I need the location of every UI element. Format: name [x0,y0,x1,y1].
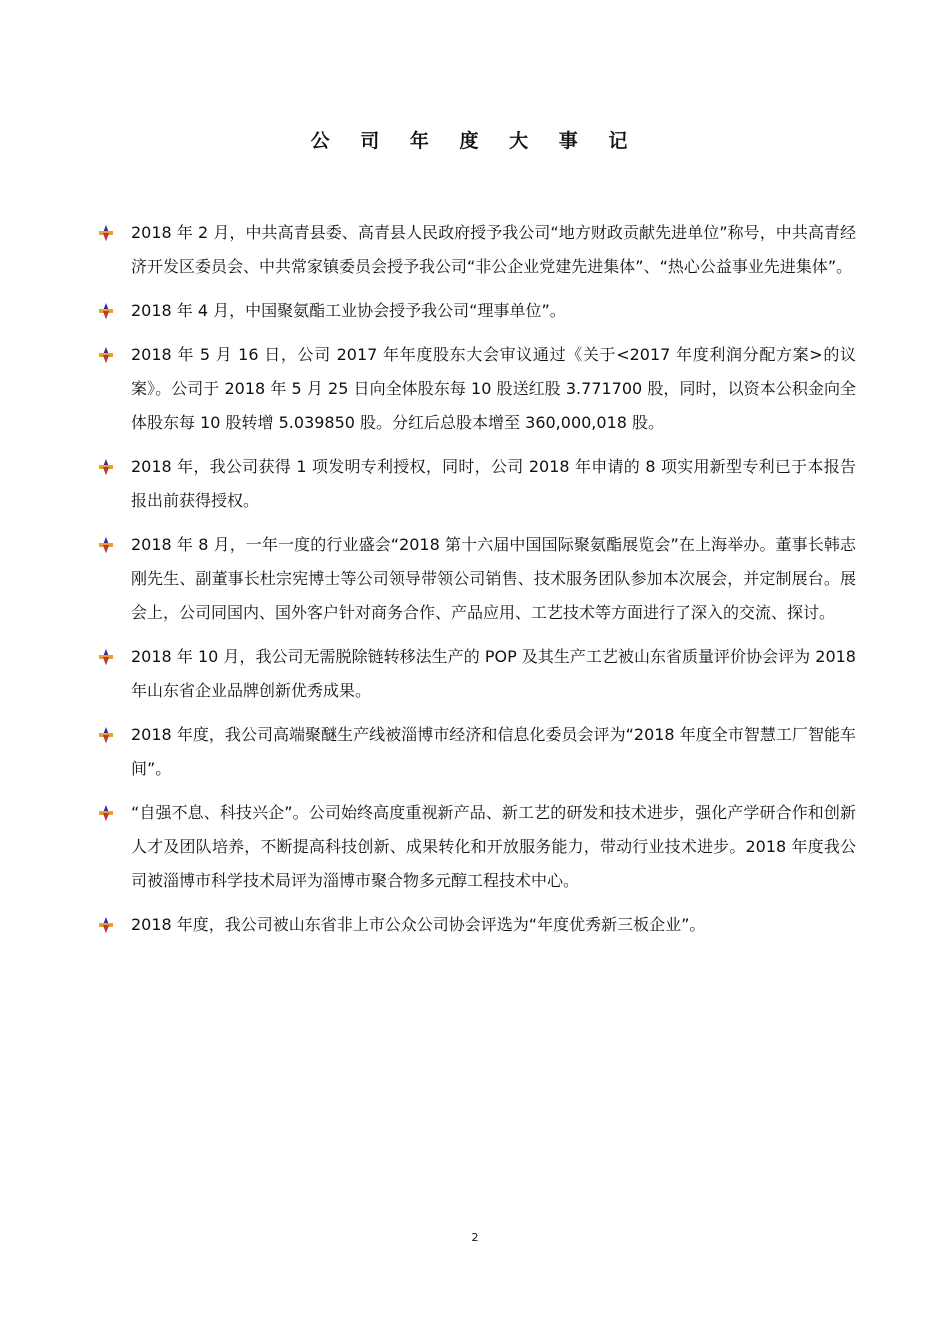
event-text: 2018 年 4 月，中国聚氨酯工业协会授予我公司“理事单位”。 [131,301,566,320]
event-text: 2018 年度，我公司高端聚醚生产线被淄博市经济和信息化委员会评为“2018 年度全市智慧工厂智能车间”。 [131,725,856,778]
event-item [96,450,856,518]
event-item [96,338,856,440]
diamond-arrow-bullet-icon [98,225,114,241]
event-text: 2018 年 10 月，我公司无需脱除链转移法生产的 POP 及其生产工艺被山东省质量评价协会评为 2018 年山东省企业品牌创新优秀成果。 [131,647,856,700]
diamond-arrow-bullet-icon [98,727,114,743]
event-text: 2018 年度，我公司被山东省非上市公众公司协会评选为“年度优秀新三板企业”。 [131,915,706,934]
event-text: 2018 年，我公司获得 1 项发明专利授权，同时，公司 2018 年申请的 8 项实用新型专利已于本报告报出前获得授权。 [131,457,856,510]
diamond-arrow-bullet-icon [98,347,114,363]
diamond-arrow-bullet-icon [98,805,114,821]
event-text: 2018 年 5 月 16 日，公司 2017 年年度股东大会审议通过《关于<2017 年度利润分配方案>的议案》。公司于 2018 年 5 月 25 日向全体股东每 10 股送红股 3.771700 股，同时，以资本公积金向全体股东每 10 股转增 5.039850 股。分红后总股本增至 360,000,018 股。 [131,345,856,432]
diamond-arrow-bullet-icon [98,459,114,475]
event-item [96,640,856,708]
page-number: 2 [471,1231,479,1244]
event-item [96,528,856,630]
diamond-arrow-bullet-icon [98,537,114,553]
event-item [96,216,856,284]
event-text: 2018 年 2 月，中共高青县委、高青县人民政府授予我公司“地方财政贡献先进单位”称号，中共高青经济开发区委员会、中共常家镇委员会授予我公司“非公企业党建先进集体”、“热心公益事业先进集体”。 [131,223,856,276]
event-item [96,908,856,942]
event-item [96,796,856,898]
events-list [96,216,856,952]
event-text: “自强不息、科技兴企”。公司始终高度重视新产品、新工艺的研发和技术进步，强化产学研合作和创新人才及团队培养，不断提高科技创新、成果转化和开放服务能力，带动行业技术进步。2018 年度我公司被淄博市科学技术局评为淄博市聚合物多元醇工程技术中心。 [131,803,856,890]
diamond-arrow-bullet-icon [98,303,114,319]
diamond-arrow-bullet-icon [98,649,114,665]
event-item [96,294,856,328]
event-text: 2018 年 8 月，一年一度的行业盛会“2018 第十六届中国国际聚氨酯展览会”在上海举办。董事长韩志刚先生、副董事长杜宗宪博士等公司领导带领公司销售、技术服务团队参加本次展会，并定制展台。展会上，公司同国内、国外客户针对商务合作、产品应用、工艺技术等方面进行了深入的交流、探讨。 [131,535,856,622]
diamond-arrow-bullet-icon [98,917,114,933]
page-title: 公 司 年 度 大 事 记 [310,130,640,152]
event-item [96,718,856,786]
